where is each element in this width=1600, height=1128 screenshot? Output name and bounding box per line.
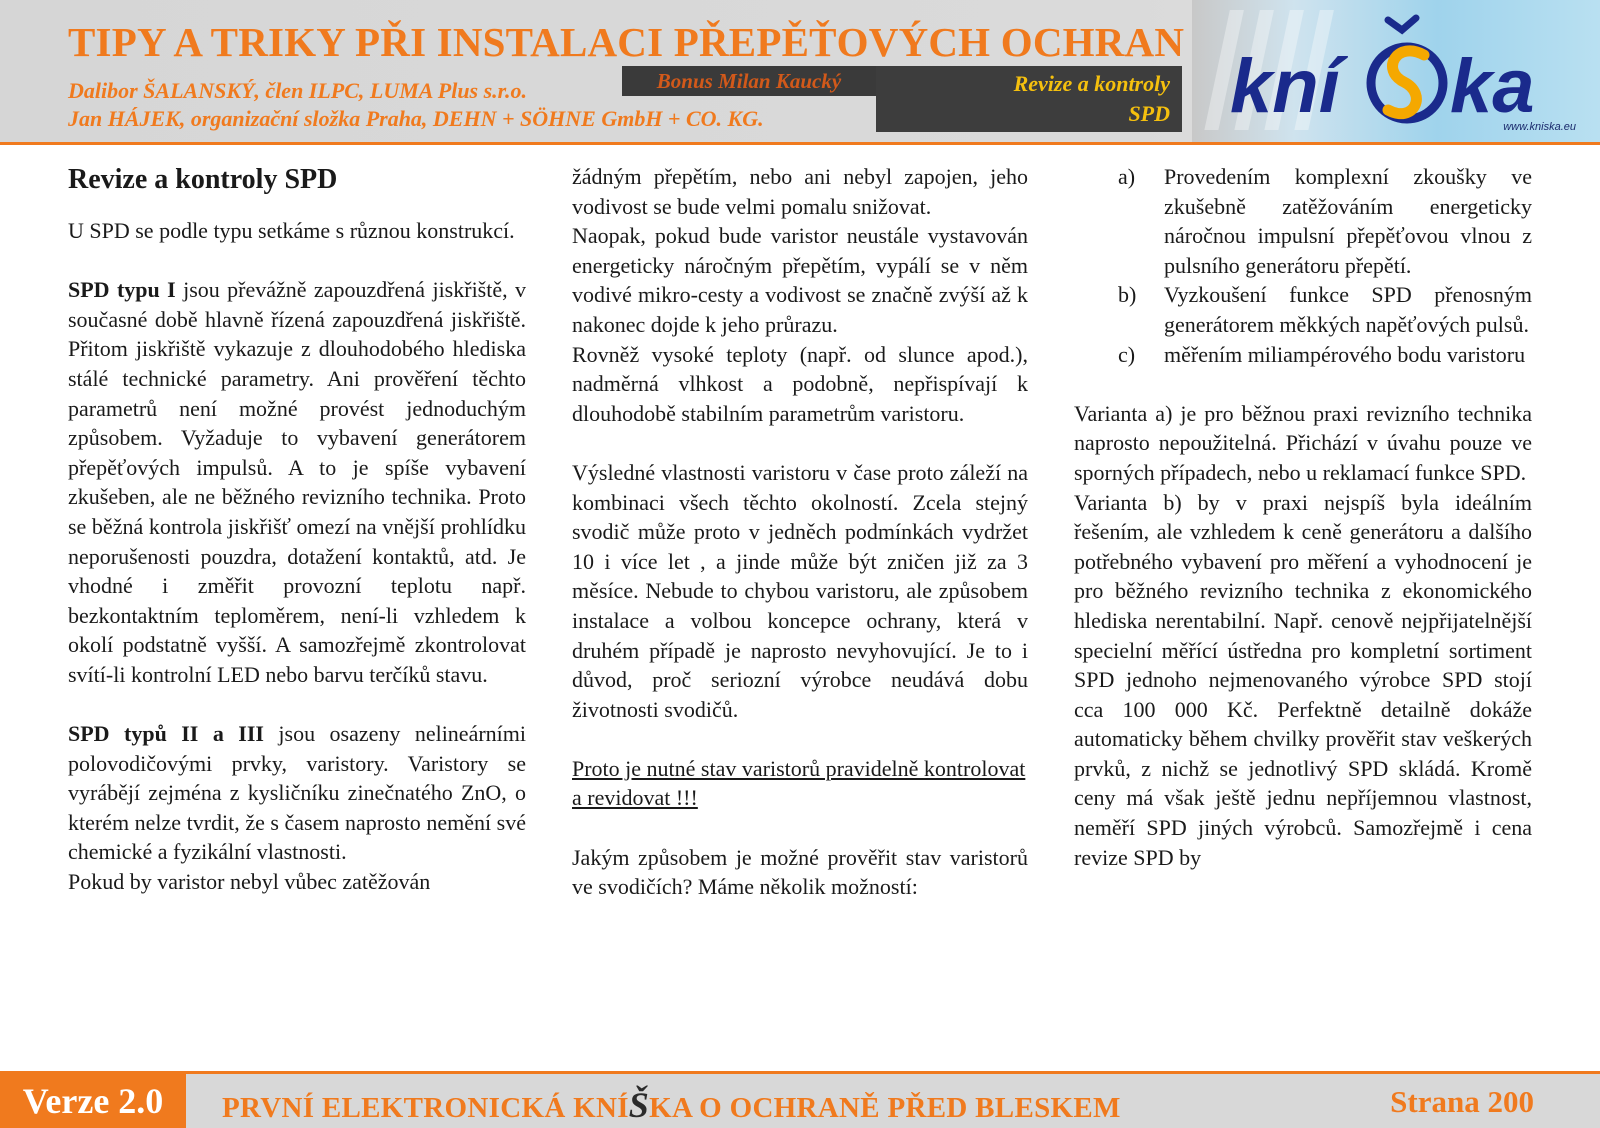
type23-paragraph [68, 719, 526, 867]
type1-paragraph [68, 275, 526, 689]
list-item [1074, 340, 1532, 370]
footer-title-part-1: PRVNÍ ELEKTRONICKÁ KNÍ [222, 1092, 629, 1124]
author-line-1: Dalibor ŠALANSKÝ, člen ILPC, LUMA Plus s.r.o. [68, 78, 528, 103]
bonus-tag: Bonus Milan Kaucký [622, 66, 876, 96]
topic-tag [876, 66, 1182, 132]
author-line-2: Jan HÁJEK, organizační složka Praha, DEHN + SÖHNE GmbH + CO. KG. [68, 106, 764, 131]
logo-url: www.kniska.eu [1503, 121, 1576, 133]
type23-text: jsou osazeny nelineárními polovodičovými prvky, varistory. Varistory se vyrábějí zejména z kysličníku zinečnatého ZnO, o kterém nelze tvrdit, že s časem naprosto nemění své chemické a fyzikální vlastnosti. [68, 721, 526, 865]
column-3 [1074, 162, 1532, 872]
col2-paragraph-2: Naopak, pokud bude varistor neustále vystavován energeticky náročným přepětím, vypálí se v něm vodivé mikro-cesty a vodivost se značně zvýší až k nakonec dojde k jeho průrazu. [572, 223, 1028, 337]
option-marker: c) [1118, 341, 1136, 367]
version-badge: Verze 2.0 [0, 1074, 186, 1128]
footer-title [222, 1084, 1121, 1126]
page-header [0, 0, 1600, 143]
logo-text-left: kní [1230, 44, 1340, 129]
header-divider [0, 142, 1600, 145]
intro-paragraph: U SPD se podle typu setkáme s různou konstrukcí. [68, 218, 515, 243]
list-item [1074, 162, 1532, 280]
logo-text-right: ka [1450, 44, 1535, 129]
col2-paragraph-3: Rovněž vysoké teploty (např. od slunce apod.), nadměrná vlhkost a podobně, nepřispívají k dlouhodobě stabilním parametrům varistoru. [572, 341, 1028, 426]
footer-title-part-2: KA O OCHRANĚ PŘED BLESKEM [649, 1092, 1121, 1124]
section-heading: Revize a kontroly SPD [68, 164, 338, 195]
type23-lead: SPD typů II a III [68, 721, 264, 747]
column-2 [572, 162, 1028, 902]
option-text: Vyzkoušení funkce SPD přenosným generátorem měkkých napěťových pulsů. [1164, 282, 1532, 337]
col3-paragraph-2: Varianta b) by v praxi nejspíš byla ideálním řešením, ale vzhledem k ceně generátoru a dalšího potřebného vybavení pro měření a vyhodnocení je pro běžného revizního technika z ekonomického hlediska nerentabilní. Např. cenově nejpřijatelnější specielní měřící ústředna pro kompletní sortiment SPD jednoho nejmenovaného výrobce SPD stojí cca 100 000 Kč. Perfektně detailně dokáže automaticky během chvilky prověřit stav veškerých prvků, z nichž se jednotlivý SPD skládá. Kromě ceny má však ještě jednu nepříjemnou vlastnost, neměří SPD jiných výrobců. Samozřejmě i cena revize SPD by [1074, 489, 1532, 870]
kniska-logo [1192, 0, 1600, 143]
type1-text: jsou převážně zapouzdřená jiskřiště, v současné době hlavně řízená zapouzdřená jiskřiště. Přitom jiskřiště vykazuje z dlouhodobého hlediska stálé technické parametry. Ani prověření těchto parametrů není možné provést jednoduchým způsobem. Vyžaduje to vybavení generátorem přepěťových impulsů. A to je spíše vybavení zkušeben, ale ne běžného revizního technika. Proto se běžná kontrola jiskřišť omezí na vnější prohlídku neporušenosti pouzdra, dotažení kontaktů, atd. Je vhodné i změřit provozní teplotu např. bezkontaktním teploměrem, není-li vzhledem k okolí podstatně vyšší. A samozřejmě zkontrolovat svítí-li kontrolní LED nebo barvu terčíků stavu. [68, 277, 527, 687]
emphasis-paragraph: Proto je nutné stav varistorů pravidelně kontrolovat a revidovat !!! [572, 755, 1026, 811]
col2-paragraph-4: Výsledné vlastnosti varistoru v čase proto záleží na kombinaci všech těchto okolností. Zcela stejný svodič může proto v jedněch podmínkách vydržet 10 i více let , a jinde může být zničen již za 3 měsíce. Nebude to chybou varistoru, ale způsobem instalace a volbou koncepce ochrany, která v druhém případě je naprosto nevyhovující. Je to i důvod, proč seriozní výrobce neudává dobu životnosti svodičů. [572, 459, 1028, 722]
option-marker: a) [1118, 164, 1136, 189]
footer-title-s: Š [628, 1085, 650, 1125]
options-list [1074, 162, 1532, 369]
type1-lead: SPD typu I [68, 277, 176, 303]
col2-paragraph-1: žádným přepětím, nebo ani nebyl zapojen, jeho vodivost se bude velmi pomalu snižovat. [572, 164, 1028, 219]
option-text: Provedením komplexní zkoušky ve zkušebně zatěžováním energeticky náročnou impulsní přepěťovou vlnou z pulsního generátoru přepětí. [1164, 164, 1532, 278]
topic-tag-line-1: Revize a kontroly [1013, 71, 1170, 96]
column-1-tail: Pokud by varistor nebyl vůbec zatěžován [68, 869, 431, 895]
col3-paragraph-1: Varianta a) je pro běžnou praxi revizního technika naprosto nepoužitelná. Přichází v úvahu pouze ve sporných případech, nebo u reklamací funkce SPD. [1074, 400, 1532, 485]
list-item [1074, 280, 1532, 339]
option-marker: b) [1118, 282, 1137, 308]
option-text: měřením miliampérového bodu varistoru [1164, 341, 1526, 367]
topic-tag-line-2: SPD [1128, 101, 1170, 126]
page-title: TIPY A TRIKY PŘI INSTALACI PŘEPĚŤOVÝCH OCHRAN [68, 19, 1185, 65]
question-paragraph: Jakým způsobem je možné prověřit stav varistorů ve svodičích? Máme několik možností: [572, 844, 1028, 900]
column-1 [68, 162, 526, 897]
page-number: Strana 200 [1390, 1084, 1534, 1119]
